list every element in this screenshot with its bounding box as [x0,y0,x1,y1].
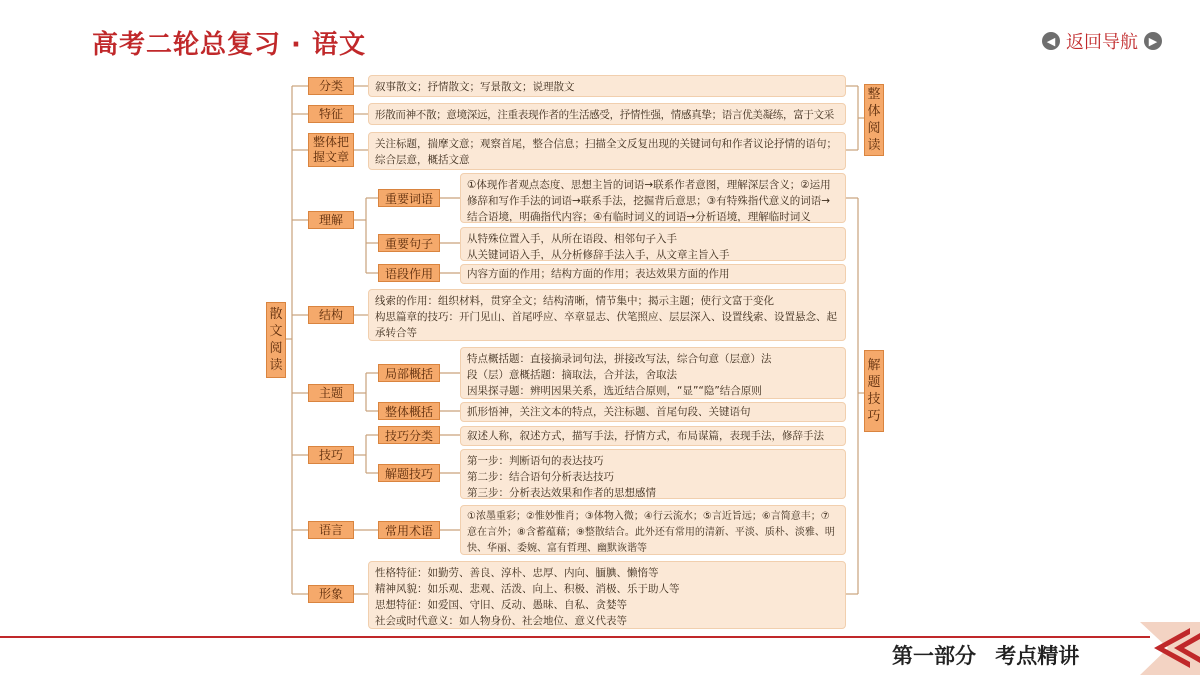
category-classification: 分类 [308,77,354,95]
desc-paragraph-function: 内容方面的作用；结构方面的作用；表达效果方面的作用 [460,264,846,284]
desc-features: 形散而神不散；意境深远，注重表现作者的生活感受，抒情性强，情感真挚；语言优美凝练，富于文采 [368,103,846,125]
arrow-left-icon[interactable]: ◀ [1042,32,1060,50]
page-title: 高考二轮总复习 · 语文 [92,30,366,60]
sub-partial-summary: 局部概括 [378,364,440,382]
side-label-solving-skills: 解题技巧 [864,350,884,432]
category-techniques: 技巧 [308,446,354,464]
desc-classification: 叙事散文；抒情散文；写景散文；说理散文 [368,75,846,97]
sub-important-sentences: 重要句子 [378,234,440,252]
category-language: 语言 [308,521,354,539]
desc-overall-grasp: 关注标题，揣摩文意；观察首尾，整合信息；扫描全文反复出现的关键词句和作者议论抒情的语句；综合层意，概括文意 [368,132,846,170]
category-features: 特征 [308,105,354,123]
desc-technique-types: 叙述人称，叙述方式，描写手法，抒情方式，布局谋篇，表现手法，修辞手法 [460,426,846,446]
sub-important-words: 重要词语 [378,189,440,207]
root-node: 散文阅读 [266,302,286,378]
category-overall-grasp: 整体把握文章 [308,133,354,167]
desc-common-terms: ①浓墨重彩；②惟妙惟肖；③体物入微；④行云流水；⑤言近旨远；⑥言简意丰；⑦意在言外；⑧含蓄蕴藉；⑨整散结合。此外还有常用的清新、平淡、质朴、淡雅、明快、华丽、委婉、富有哲理、幽默诙谐等 [460,505,846,555]
footer-divider [0,636,1150,638]
arrow-right-icon[interactable]: ▶ [1144,32,1162,50]
footer-section-label: 第一部分 考点精讲 [892,644,1080,668]
desc-structure: 线索的作用：组织材料，贯穿全文；结构清晰，情节集中；揭示主题；使行文富于变化 构思篇章的技巧：开门见山、首尾呼应、卒章显志、伏笔照应、层层深入、设置线索、设置悬念、起承转合等 [368,289,846,341]
desc-solving-steps: 第一步：判断语句的表达技巧 第二步：结合语句分析表达技巧 第三步：分析表达效果和作者的思想感情 [460,449,846,499]
sub-solving-steps: 解题技巧 [378,464,440,482]
footer-arrow-decoration [1130,622,1200,675]
desc-image: 性格特征：如勤劳、善良、淳朴、忠厚、内向、腼腆、懒惰等 精神风貌：如乐观、悲观、活泼、向上、积极、消极、乐于助人等 思想特征：如爱国、守旧、反动、愚昧、自私、贪婪等 社会或时代意义：如人物身份、社会地位、意义代表等 [368,561,846,629]
side-label-overall-reading: 整体阅读 [864,84,884,156]
category-theme: 主题 [308,384,354,402]
category-image: 形象 [308,585,354,603]
sub-common-terms: 常用术语 [378,521,440,539]
category-structure: 结构 [308,306,354,324]
sub-paragraph-function: 语段作用 [378,264,440,282]
category-understanding: 理解 [308,211,354,229]
nav-label[interactable]: 返回导航 [1066,32,1138,53]
desc-partial-summary: 特点概括题：直接摘录词句法，拼接改写法，综合句意（层意）法 段（层）意概括题：摘取法，合并法，舍取法 因果探寻题：辨明因果关系，选近结合原则，“显”“隐”结合原则 [460,347,846,399]
desc-overall-summary: 抓形悟神，关注文本的特点，关注标题、首尾句段、关键语句 [460,402,846,422]
sub-technique-types: 技巧分类 [378,426,440,444]
desc-important-sentences: 从特殊位置入手，从所在语段、相邻句子入手 从关键词语入手，从分析修辞手法入手，从文章主旨入手 [460,227,846,261]
sub-overall-summary: 整体概括 [378,402,440,420]
desc-important-words: ①体现作者观点态度、思想主旨的词语→联系作者意图，理解深层含义；②运用修辞和写作手法的词语→联系手法，挖掘背后意思；③有特殊指代意义的词语→结合语境，明确指代内容；④有临时词义的词语→分析语境，理解临时词义 [460,173,846,223]
